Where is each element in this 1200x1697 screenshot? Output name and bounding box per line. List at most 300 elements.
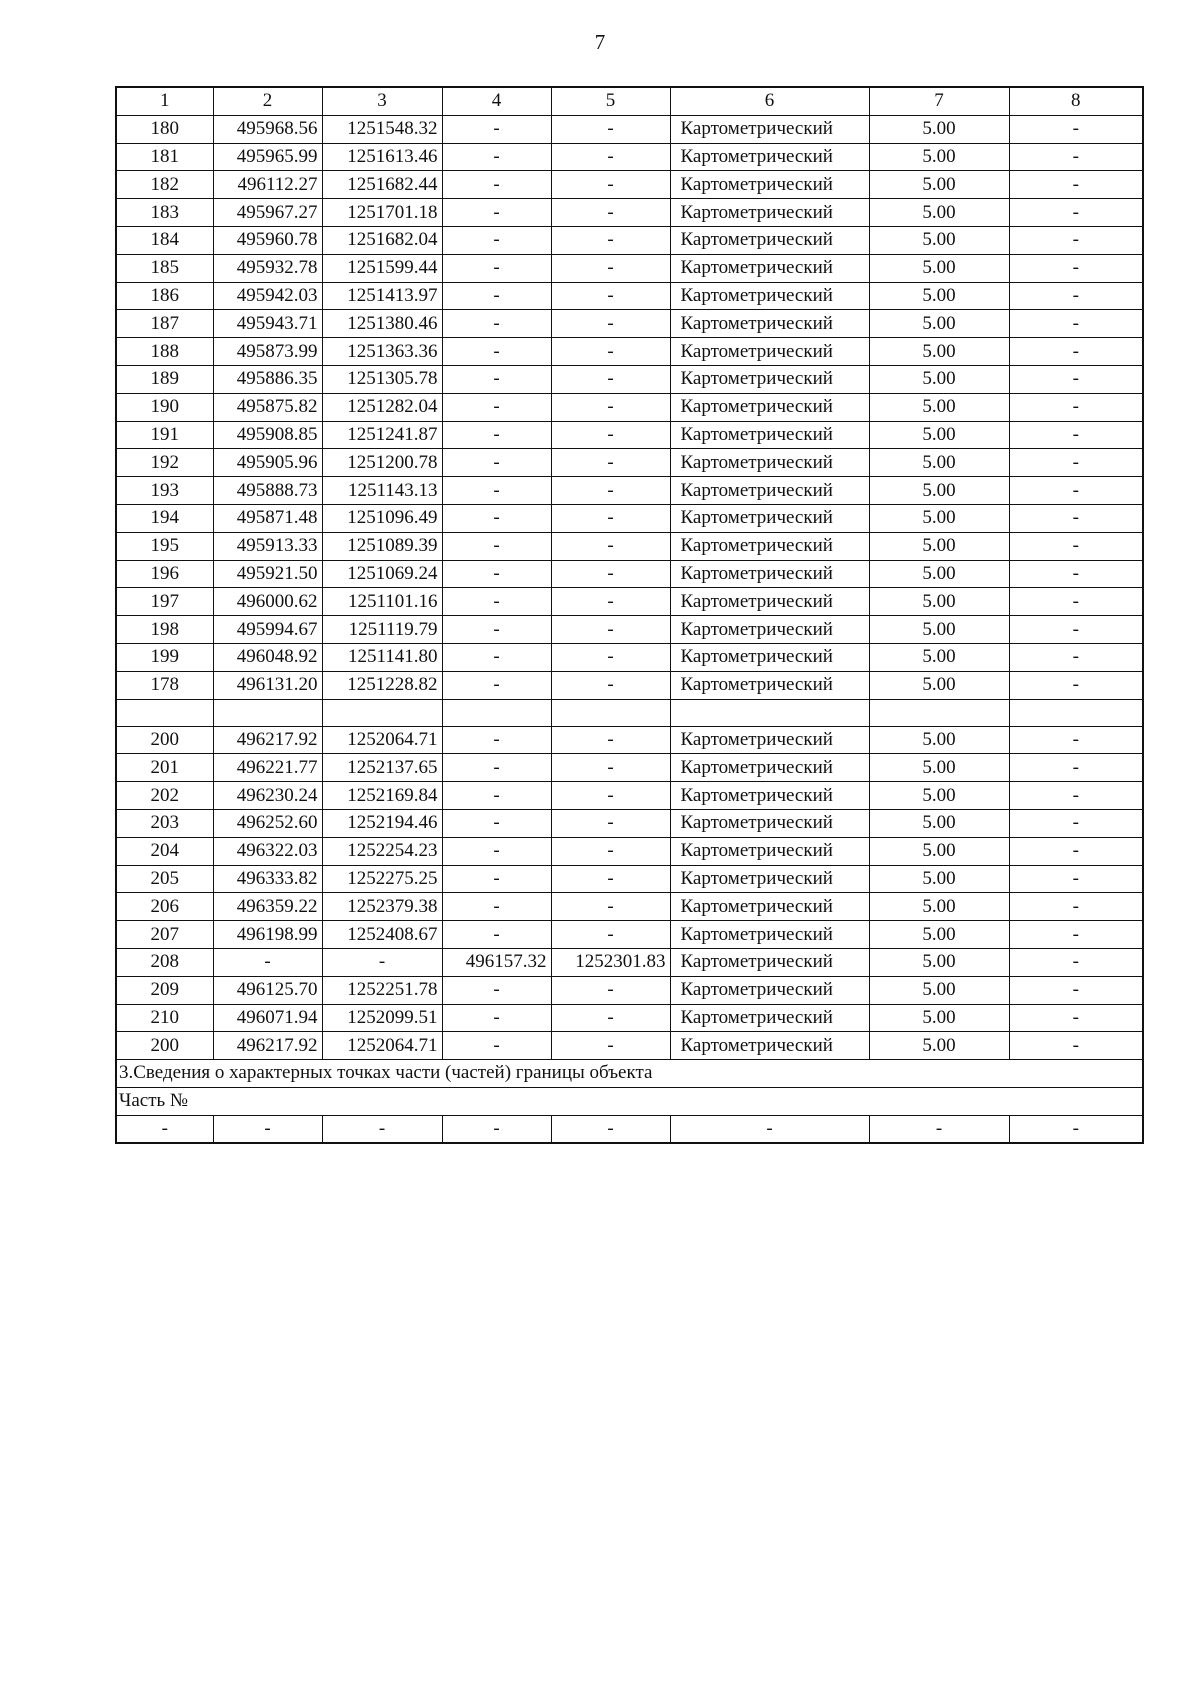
table-cell: - (551, 976, 670, 1004)
table-cell: 1251119.79 (322, 616, 442, 644)
table-row (116, 865, 1143, 893)
table-cell: 496198.99 (213, 921, 322, 949)
table-cell: - (1009, 421, 1143, 449)
table-cell: 5.00 (869, 421, 1009, 449)
table-cell: 196 (116, 560, 213, 588)
table-cell: - (1009, 449, 1143, 477)
table-cell: 1251241.87 (322, 421, 442, 449)
table-cell: - (551, 1032, 670, 1060)
table-cell: 1251282.04 (322, 393, 442, 421)
table-cell: 496333.82 (213, 865, 322, 893)
table-cell: 1252254.23 (322, 837, 442, 865)
table-cell: - (442, 449, 551, 477)
table-cell: 495994.67 (213, 616, 322, 644)
table-cell: Картометрический (670, 143, 869, 171)
table-cell: 181 (116, 143, 213, 171)
table-row (116, 115, 1143, 143)
table-cell (670, 699, 869, 726)
table-cell: 5.00 (869, 171, 1009, 199)
table-cell: - (551, 921, 670, 949)
table-row (116, 726, 1143, 754)
table-cell: Картометрический (670, 449, 869, 477)
table-cell: Картометрический (670, 948, 869, 976)
table-cell: 1251682.04 (322, 226, 442, 254)
table-cell: - (1009, 143, 1143, 171)
table-cell: 495943.71 (213, 310, 322, 338)
table-cell: 496125.70 (213, 976, 322, 1004)
table-cell: Картометрический (670, 1032, 869, 1060)
table-cell: - (1009, 837, 1143, 865)
table-cell (322, 699, 442, 726)
table-cell: - (551, 477, 670, 505)
table-cell: 183 (116, 199, 213, 227)
table-cell: 5.00 (869, 365, 1009, 393)
table-cell: 1251613.46 (322, 143, 442, 171)
table-cell: 195 (116, 532, 213, 560)
table-cell: - (1009, 948, 1143, 976)
table-cell: 1251089.39 (322, 532, 442, 560)
table-cell (442, 699, 551, 726)
table-cell: 5.00 (869, 948, 1009, 976)
section3-title-row (116, 1060, 1143, 1088)
table-cell: 192 (116, 449, 213, 477)
table-cell: - (551, 588, 670, 616)
table-row (116, 782, 1143, 810)
table-cell: Картометрический (670, 893, 869, 921)
table-cell: - (551, 865, 670, 893)
table-cell: - (442, 1032, 551, 1060)
table-cell: 187 (116, 310, 213, 338)
table-cell: 5.00 (869, 976, 1009, 1004)
table-cell: - (442, 504, 551, 532)
table-cell: - (442, 365, 551, 393)
table-cell (116, 699, 213, 726)
table-cell: Картометрический (670, 976, 869, 1004)
table-cell: - (442, 921, 551, 949)
table-row (116, 282, 1143, 310)
table-cell: - (1009, 616, 1143, 644)
table-cell: 1251101.16 (322, 588, 442, 616)
table-cell: 200 (116, 1032, 213, 1060)
table-cell: - (551, 671, 670, 699)
table-cell: - (1009, 782, 1143, 810)
column-header: 8 (1009, 87, 1143, 115)
table-cell: - (551, 365, 670, 393)
table-cell: Картометрический (670, 809, 869, 837)
table-cell: - (442, 477, 551, 505)
table-cell: 496071.94 (213, 1004, 322, 1032)
table-cell: - (213, 948, 322, 976)
table-row (116, 143, 1143, 171)
table-cell: - (551, 254, 670, 282)
table-cell: - (442, 754, 551, 782)
table-cell: 5.00 (869, 282, 1009, 310)
table-cell: 1252169.84 (322, 782, 442, 810)
table-cell: 1251682.44 (322, 171, 442, 199)
table-cell: 200 (116, 726, 213, 754)
table-cell: 1251096.49 (322, 504, 442, 532)
table-cell: 5.00 (869, 616, 1009, 644)
table-cell: 1252275.25 (322, 865, 442, 893)
coordinates-table (115, 86, 1144, 1144)
table-cell: - (442, 1115, 551, 1143)
table-cell: - (442, 616, 551, 644)
table-cell: 1252137.65 (322, 754, 442, 782)
table-cell: 496221.77 (213, 754, 322, 782)
table-cell: 208 (116, 948, 213, 976)
table-cell: 5.00 (869, 254, 1009, 282)
table-cell: - (442, 671, 551, 699)
table-cell: - (551, 338, 670, 366)
table-row (116, 449, 1143, 477)
table-header-row (116, 87, 1143, 115)
table-cell: - (442, 893, 551, 921)
table-cell: 5.00 (869, 837, 1009, 865)
table-cell: - (1009, 976, 1143, 1004)
table-cell: 5.00 (869, 809, 1009, 837)
table-cell: - (442, 421, 551, 449)
table-cell: 495875.82 (213, 393, 322, 421)
table-cell: - (1009, 754, 1143, 782)
table-cell: 5.00 (869, 726, 1009, 754)
table-cell: - (442, 254, 551, 282)
table-cell: - (1009, 1115, 1143, 1143)
table-cell: 1251363.36 (322, 338, 442, 366)
table-cell: - (442, 1004, 551, 1032)
table-cell: - (1009, 921, 1143, 949)
table-cell: 495886.35 (213, 365, 322, 393)
table-row (116, 532, 1143, 560)
table-cell: 1251413.97 (322, 282, 442, 310)
table-row (116, 171, 1143, 199)
table-cell: 1251141.80 (322, 643, 442, 671)
table-cell: - (551, 1115, 670, 1143)
table-cell: - (551, 893, 670, 921)
table-cell: 496230.24 (213, 782, 322, 810)
table-cell (1009, 699, 1143, 726)
table-row (116, 809, 1143, 837)
table-cell: 5.00 (869, 532, 1009, 560)
table-cell: 495888.73 (213, 477, 322, 505)
table-cell: 5.00 (869, 643, 1009, 671)
table-cell: 185 (116, 254, 213, 282)
table-row (116, 1032, 1143, 1060)
page-number: 7 (594, 30, 606, 54)
table-cell (869, 699, 1009, 726)
table-cell: 495968.56 (213, 115, 322, 143)
table-cell: - (442, 115, 551, 143)
table-cell: 180 (116, 115, 213, 143)
table-cell: 496157.32 (442, 948, 551, 976)
table-cell: Картометрический (670, 338, 869, 366)
table-cell: - (442, 338, 551, 366)
table-cell: 495965.99 (213, 143, 322, 171)
table-cell: 199 (116, 643, 213, 671)
table-cell: - (442, 560, 551, 588)
table-cell: - (1009, 893, 1143, 921)
table-cell: Картометрический (670, 171, 869, 199)
column-header: 2 (213, 87, 322, 115)
table-cell: 1252064.71 (322, 1032, 442, 1060)
table-cell: Картометрический (670, 365, 869, 393)
table-cell: - (1009, 1032, 1143, 1060)
table-row (116, 199, 1143, 227)
table-cell: - (670, 1115, 869, 1143)
table-cell: 5.00 (869, 921, 1009, 949)
table-cell: - (442, 226, 551, 254)
table-row (116, 226, 1143, 254)
table-cell: - (1009, 532, 1143, 560)
table-row (116, 477, 1143, 505)
empty-separator-row (116, 699, 1143, 726)
table-cell: - (1009, 504, 1143, 532)
table-cell: 5.00 (869, 782, 1009, 810)
table-cell: - (442, 310, 551, 338)
table-cell: 1251069.24 (322, 560, 442, 588)
table-cell: Картометрический (670, 921, 869, 949)
table-cell: 496131.20 (213, 671, 322, 699)
table-cell: - (442, 809, 551, 837)
table-cell: 5.00 (869, 477, 1009, 505)
table-cell: 182 (116, 171, 213, 199)
table-cell: 495871.48 (213, 504, 322, 532)
section3-title: 3.Сведения о характерных точках части (частей) границы объекта (116, 1060, 1143, 1088)
table-cell: 1251305.78 (322, 365, 442, 393)
table-cell: 190 (116, 393, 213, 421)
table-cell: - (322, 948, 442, 976)
table-row (116, 338, 1143, 366)
table-row (116, 504, 1143, 532)
table-cell: - (1009, 865, 1143, 893)
table-cell: Картометрический (670, 671, 869, 699)
table-cell: 193 (116, 477, 213, 505)
table-cell: 5.00 (869, 449, 1009, 477)
table-cell: - (869, 1115, 1009, 1143)
section3-data-row (116, 1115, 1143, 1143)
table-cell: 496112.27 (213, 171, 322, 199)
table-cell: 5.00 (869, 671, 1009, 699)
table-cell: 1252379.38 (322, 893, 442, 921)
table-cell: 178 (116, 671, 213, 699)
table-cell: - (1009, 809, 1143, 837)
table-row (116, 254, 1143, 282)
table-cell: - (442, 143, 551, 171)
part-label: Часть № (116, 1087, 1143, 1115)
table-cell: 495873.99 (213, 338, 322, 366)
table-cell: 188 (116, 338, 213, 366)
table-cell: 1251701.18 (322, 199, 442, 227)
table-cell: - (1009, 226, 1143, 254)
table-cell: Картометрический (670, 1004, 869, 1032)
table-cell: - (442, 199, 551, 227)
table-cell: 1252251.78 (322, 976, 442, 1004)
table-cell: Картометрический (670, 726, 869, 754)
table-cell (551, 699, 670, 726)
table-row (116, 560, 1143, 588)
table-cell: 184 (116, 226, 213, 254)
table-cell: 198 (116, 616, 213, 644)
table-cell: 496000.62 (213, 588, 322, 616)
table-cell: - (1009, 560, 1143, 588)
table-cell: 5.00 (869, 893, 1009, 921)
table-cell: - (1009, 282, 1143, 310)
table-cell: - (551, 643, 670, 671)
table-cell: - (1009, 365, 1143, 393)
table-cell: - (551, 199, 670, 227)
table-row (116, 421, 1143, 449)
table-cell: 5.00 (869, 560, 1009, 588)
table-row (116, 893, 1143, 921)
table-cell: - (442, 393, 551, 421)
table-cell: 5.00 (869, 504, 1009, 532)
table-cell: - (442, 588, 551, 616)
table-cell: Картометрический (670, 254, 869, 282)
table-cell: 5.00 (869, 754, 1009, 782)
table-cell: - (551, 754, 670, 782)
table-cell: - (1009, 726, 1143, 754)
table-cell: 210 (116, 1004, 213, 1032)
table-cell: - (442, 171, 551, 199)
table-cell: - (1009, 477, 1143, 505)
table-cell: 1251548.32 (322, 115, 442, 143)
table-cell: 209 (116, 976, 213, 1004)
table-cell: 191 (116, 421, 213, 449)
table-cell: - (442, 726, 551, 754)
table-cell (213, 699, 322, 726)
table-cell: Картометрический (670, 115, 869, 143)
table-cell: Картометрический (670, 504, 869, 532)
table-cell: - (1009, 199, 1143, 227)
column-header: 5 (551, 87, 670, 115)
table-row (116, 643, 1143, 671)
table-cell: 496048.92 (213, 643, 322, 671)
table-cell: Картометрический (670, 421, 869, 449)
table-cell: - (551, 809, 670, 837)
column-header: 6 (670, 87, 869, 115)
table-row (116, 976, 1143, 1004)
table-cell: - (442, 782, 551, 810)
table-cell: - (551, 616, 670, 644)
table-cell: - (442, 976, 551, 1004)
table-cell: 5.00 (869, 338, 1009, 366)
table-cell: 495905.96 (213, 449, 322, 477)
table-cell: - (442, 532, 551, 560)
table-cell: - (551, 1004, 670, 1032)
table-cell: Картометрический (670, 643, 869, 671)
table-row (116, 365, 1143, 393)
table-cell: 495921.50 (213, 560, 322, 588)
table-cell: 5.00 (869, 199, 1009, 227)
table-cell: 205 (116, 865, 213, 893)
table-cell: - (551, 449, 670, 477)
table-cell: Картометрический (670, 616, 869, 644)
table-cell: Картометрический (670, 393, 869, 421)
table-cell: - (1009, 643, 1143, 671)
table-cell: 495960.78 (213, 226, 322, 254)
table-cell: 1252301.83 (551, 948, 670, 976)
table-cell: 1251380.46 (322, 310, 442, 338)
table-cell: - (551, 504, 670, 532)
column-header: 7 (869, 87, 1009, 115)
table-cell: - (442, 282, 551, 310)
table-cell: Картометрический (670, 588, 869, 616)
table-cell: 5.00 (869, 588, 1009, 616)
table-cell: - (1009, 171, 1143, 199)
table-cell: 5.00 (869, 393, 1009, 421)
table-cell: 197 (116, 588, 213, 616)
table-cell: Картометрический (670, 782, 869, 810)
table-row (116, 837, 1143, 865)
table-cell: Картометрический (670, 477, 869, 505)
table-cell: - (551, 782, 670, 810)
table-cell: - (1009, 338, 1143, 366)
table-cell: 1251599.44 (322, 254, 442, 282)
table-cell: 1251228.82 (322, 671, 442, 699)
table-cell: Картометрический (670, 560, 869, 588)
table-row (116, 1004, 1143, 1032)
table-cell: - (551, 226, 670, 254)
table-cell: 1252099.51 (322, 1004, 442, 1032)
table-cell: - (551, 560, 670, 588)
table-cell: 203 (116, 809, 213, 837)
table-cell: 5.00 (869, 143, 1009, 171)
table-cell: - (1009, 115, 1143, 143)
table-cell: 495942.03 (213, 282, 322, 310)
table-cell: 495932.78 (213, 254, 322, 282)
table-cell: - (442, 865, 551, 893)
table-cell: Картометрический (670, 226, 869, 254)
table-cell: 495908.85 (213, 421, 322, 449)
table-cell: - (551, 421, 670, 449)
table-cell: 496252.60 (213, 809, 322, 837)
table-cell: 496322.03 (213, 837, 322, 865)
table-cell: 204 (116, 837, 213, 865)
table-cell: 5.00 (869, 226, 1009, 254)
table-cell: 5.00 (869, 310, 1009, 338)
table-cell: 1252064.71 (322, 726, 442, 754)
table-cell: - (1009, 671, 1143, 699)
table-row (116, 948, 1143, 976)
table-cell: Картометрический (670, 282, 869, 310)
table-cell: 5.00 (869, 865, 1009, 893)
table-cell: - (551, 282, 670, 310)
table-cell: Картометрический (670, 310, 869, 338)
table-cell: 202 (116, 782, 213, 810)
table-cell: - (551, 310, 670, 338)
table-cell: - (551, 171, 670, 199)
table-cell: - (551, 837, 670, 865)
table-cell: - (1009, 393, 1143, 421)
table-cell: 194 (116, 504, 213, 532)
table-cell: 496359.22 (213, 893, 322, 921)
table-cell: - (551, 143, 670, 171)
table-cell: 1252408.67 (322, 921, 442, 949)
table-row (116, 616, 1143, 644)
column-header: 1 (116, 87, 213, 115)
table-cell: - (322, 1115, 442, 1143)
table-cell: - (551, 532, 670, 560)
table-cell: 201 (116, 754, 213, 782)
table-cell: 189 (116, 365, 213, 393)
table-cell: - (1009, 1004, 1143, 1032)
table-cell: - (551, 726, 670, 754)
table-row (116, 393, 1143, 421)
part-label-row (116, 1087, 1143, 1115)
table-row (116, 754, 1143, 782)
table-cell: Картометрический (670, 532, 869, 560)
table-cell: Картометрический (670, 199, 869, 227)
table-cell: 496217.92 (213, 1032, 322, 1060)
